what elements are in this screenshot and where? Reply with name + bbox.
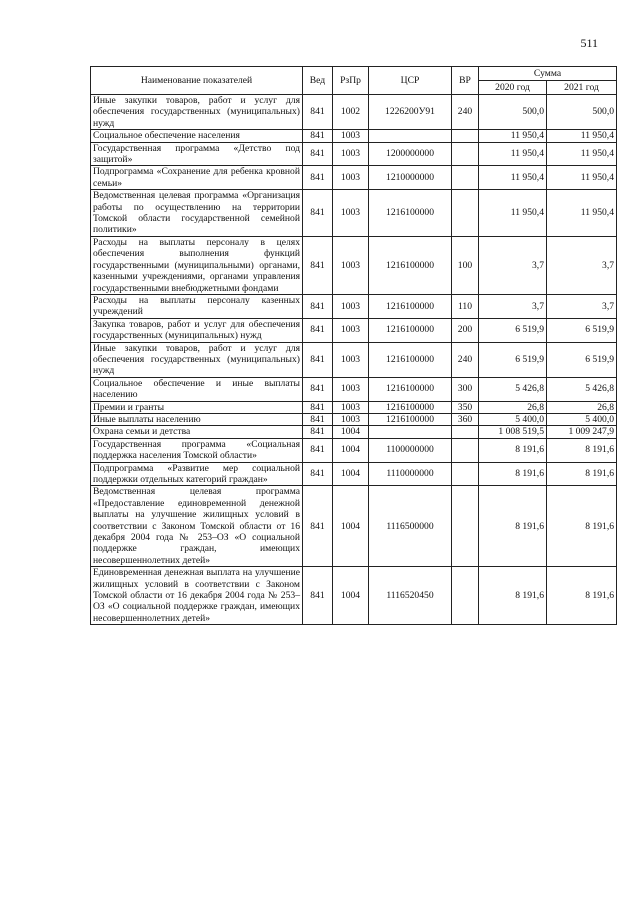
budget-table (90, 66, 617, 625)
cell-rzpr: 1003 (333, 342, 369, 377)
cell-vr (452, 142, 479, 166)
cell-rzpr: 1003 (333, 401, 369, 413)
cell-ved: 841 (303, 377, 333, 401)
table-row (91, 377, 617, 401)
cell-vr: 200 (452, 318, 479, 342)
cell-name: Премии и гранты (91, 401, 303, 413)
cell-ved: 841 (303, 318, 333, 342)
cell-sum-2020: 11 950,4 (479, 130, 547, 142)
cell-vr: 350 (452, 401, 479, 413)
table-row (91, 190, 617, 237)
header-year-2020: 2020 год (479, 81, 547, 95)
cell-sum-2020: 6 519,9 (479, 318, 547, 342)
cell-name: Охрана семьи и детства (91, 426, 303, 438)
cell-sum-2020: 3,7 (479, 236, 547, 294)
cell-ved: 841 (303, 294, 333, 318)
cell-vr (452, 438, 479, 462)
cell-name: Закупка товаров, работ и услуг для обеспечения государственных (муниципальных) нужд (91, 318, 303, 342)
cell-name: Иные выплаты населению (91, 413, 303, 425)
cell-ved: 841 (303, 95, 333, 130)
cell-sum-2021: 1 009 247,9 (547, 426, 617, 438)
cell-ved: 841 (303, 190, 333, 237)
cell-rzpr: 1004 (333, 462, 369, 486)
header-sum: Сумма (479, 67, 617, 81)
cell-vr (452, 486, 479, 567)
cell-csr: 1210000000 (369, 166, 452, 190)
cell-vr: 360 (452, 413, 479, 425)
cell-rzpr: 1004 (333, 567, 369, 625)
cell-sum-2021: 8 191,6 (547, 567, 617, 625)
cell-sum-2021: 11 950,4 (547, 166, 617, 190)
cell-name: Подпрограмма «Развитие мер социальной поддержки отдельных категорий граждан» (91, 462, 303, 486)
cell-sum-2021: 11 950,4 (547, 130, 617, 142)
cell-csr: 1116500000 (369, 486, 452, 567)
cell-rzpr: 1003 (333, 130, 369, 142)
header-year-2021: 2021 год (547, 81, 617, 95)
cell-sum-2020: 26,8 (479, 401, 547, 413)
cell-sum-2020: 5 426,8 (479, 377, 547, 401)
table-row (91, 95, 617, 130)
cell-rzpr: 1004 (333, 426, 369, 438)
cell-csr (369, 130, 452, 142)
table-row (91, 426, 617, 438)
cell-sum-2021: 8 191,6 (547, 486, 617, 567)
cell-ved: 841 (303, 413, 333, 425)
cell-ved: 841 (303, 142, 333, 166)
cell-sum-2020: 8 191,6 (479, 438, 547, 462)
cell-sum-2021: 3,7 (547, 294, 617, 318)
cell-vr (452, 130, 479, 142)
cell-name: Иные закупки товаров, работ и услуг для обеспечения государственных (муниципальных) нужд (91, 95, 303, 130)
page-number: 511 (580, 36, 598, 50)
table-row (91, 438, 617, 462)
cell-vr (452, 462, 479, 486)
cell-csr: 1216100000 (369, 236, 452, 294)
cell-rzpr: 1003 (333, 236, 369, 294)
cell-rzpr: 1004 (333, 438, 369, 462)
cell-vr (452, 567, 479, 625)
cell-csr: 1110000000 (369, 462, 452, 486)
table-row (91, 236, 617, 294)
cell-ved: 841 (303, 236, 333, 294)
cell-ved: 841 (303, 401, 333, 413)
cell-name: Ведомственная целевая программа «Предоставление единовременной денежной выплаты на улучшение жилищных условий в соответствии с Законом Томской области от 16 декабря 2004 года № 253–ОЗ «О социальной поддержке граждан, имеющих несовершеннолетних детей» (91, 486, 303, 567)
cell-sum-2021: 6 519,9 (547, 342, 617, 377)
cell-rzpr: 1003 (333, 190, 369, 237)
cell-sum-2020: 1 008 519,5 (479, 426, 547, 438)
cell-ved: 841 (303, 426, 333, 438)
cell-rzpr: 1003 (333, 294, 369, 318)
cell-sum-2020: 8 191,6 (479, 567, 547, 625)
cell-sum-2021: 500,0 (547, 95, 617, 130)
cell-sum-2020: 11 950,4 (479, 190, 547, 237)
cell-vr: 240 (452, 342, 479, 377)
cell-name: Государственная программа «Детство под защитой» (91, 142, 303, 166)
cell-sum-2021: 5 426,8 (547, 377, 617, 401)
cell-sum-2020: 8 191,6 (479, 462, 547, 486)
cell-csr: 1216100000 (369, 342, 452, 377)
cell-csr: 1216100000 (369, 318, 452, 342)
cell-ved: 841 (303, 567, 333, 625)
cell-name: Единовременная денежная выплата на улучшение жилищных условий в соответствии с Законом Томской области от 16 декабря 2004 года № 253–ОЗ «О социальной поддержке граждан, имеющих несовершеннолетних детей» (91, 567, 303, 625)
cell-vr: 300 (452, 377, 479, 401)
cell-vr: 110 (452, 294, 479, 318)
cell-sum-2020: 500,0 (479, 95, 547, 130)
cell-vr (452, 166, 479, 190)
table-row (91, 142, 617, 166)
header-vr: ВР (452, 67, 479, 95)
table-row (91, 130, 617, 142)
cell-name: Социальное обеспечение и иные выплаты населению (91, 377, 303, 401)
cell-name: Расходы на выплаты персоналу казенных учреждений (91, 294, 303, 318)
cell-sum-2020: 8 191,6 (479, 486, 547, 567)
cell-csr: 1226200У91 (369, 95, 452, 130)
cell-csr (369, 426, 452, 438)
cell-name: Иные закупки товаров, работ и услуг для обеспечения государственных (муниципальных) нужд (91, 342, 303, 377)
cell-sum-2020: 5 400,0 (479, 413, 547, 425)
table-row (91, 567, 617, 625)
header-name: Наименование показателей (91, 67, 303, 95)
table-row (91, 294, 617, 318)
cell-rzpr: 1004 (333, 486, 369, 567)
cell-name: Расходы на выплаты персоналу в целях обеспечения выполнения функций государственными (муниципальными) органами, казенными учреждениями, органами управления государственными внебюджетными фондами (91, 236, 303, 294)
cell-sum-2020: 3,7 (479, 294, 547, 318)
header-ved: Вед (303, 67, 333, 95)
cell-sum-2021: 8 191,6 (547, 462, 617, 486)
cell-sum-2021: 11 950,4 (547, 142, 617, 166)
table-row (91, 166, 617, 190)
table-row (91, 413, 617, 425)
cell-vr (452, 426, 479, 438)
cell-rzpr: 1003 (333, 142, 369, 166)
cell-csr: 1200000000 (369, 142, 452, 166)
cell-name: Подпрограмма «Сохранение для ребенка кровной семьи» (91, 166, 303, 190)
header-rzpr: РзПр (333, 67, 369, 95)
cell-sum-2020: 6 519,9 (479, 342, 547, 377)
cell-sum-2020: 11 950,4 (479, 166, 547, 190)
cell-rzpr: 1002 (333, 95, 369, 130)
cell-sum-2021: 11 950,4 (547, 190, 617, 237)
cell-csr: 1216100000 (369, 190, 452, 237)
cell-sum-2020: 11 950,4 (479, 142, 547, 166)
cell-ved: 841 (303, 130, 333, 142)
cell-sum-2021: 26,8 (547, 401, 617, 413)
cell-rzpr: 1003 (333, 318, 369, 342)
header-csr: ЦСР (369, 67, 452, 95)
table-row (91, 462, 617, 486)
cell-name: Ведомственная целевая программа «Организация работы по осуществлению на территории Томской области государственной семейной политики» (91, 190, 303, 237)
cell-rzpr: 1003 (333, 377, 369, 401)
cell-name: Социальное обеспечение населения (91, 130, 303, 142)
cell-sum-2021: 5 400,0 (547, 413, 617, 425)
cell-ved: 841 (303, 438, 333, 462)
table-row (91, 486, 617, 567)
table-body (91, 95, 617, 625)
cell-vr: 100 (452, 236, 479, 294)
cell-name: Государственная программа «Социальная поддержка населения Томской области» (91, 438, 303, 462)
cell-sum-2021: 6 519,9 (547, 318, 617, 342)
cell-ved: 841 (303, 342, 333, 377)
table-row (91, 318, 617, 342)
cell-csr: 1216100000 (369, 294, 452, 318)
cell-csr: 1100000000 (369, 438, 452, 462)
cell-sum-2021: 3,7 (547, 236, 617, 294)
cell-csr: 1216100000 (369, 377, 452, 401)
table-row (91, 342, 617, 377)
cell-ved: 841 (303, 462, 333, 486)
cell-csr: 1116520450 (369, 567, 452, 625)
cell-vr: 240 (452, 95, 479, 130)
cell-csr: 1216100000 (369, 401, 452, 413)
cell-vr (452, 190, 479, 237)
table-row (91, 401, 617, 413)
cell-ved: 841 (303, 486, 333, 567)
cell-csr: 1216100000 (369, 413, 452, 425)
cell-rzpr: 1003 (333, 166, 369, 190)
cell-sum-2021: 8 191,6 (547, 438, 617, 462)
cell-ved: 841 (303, 166, 333, 190)
cell-rzpr: 1003 (333, 413, 369, 425)
